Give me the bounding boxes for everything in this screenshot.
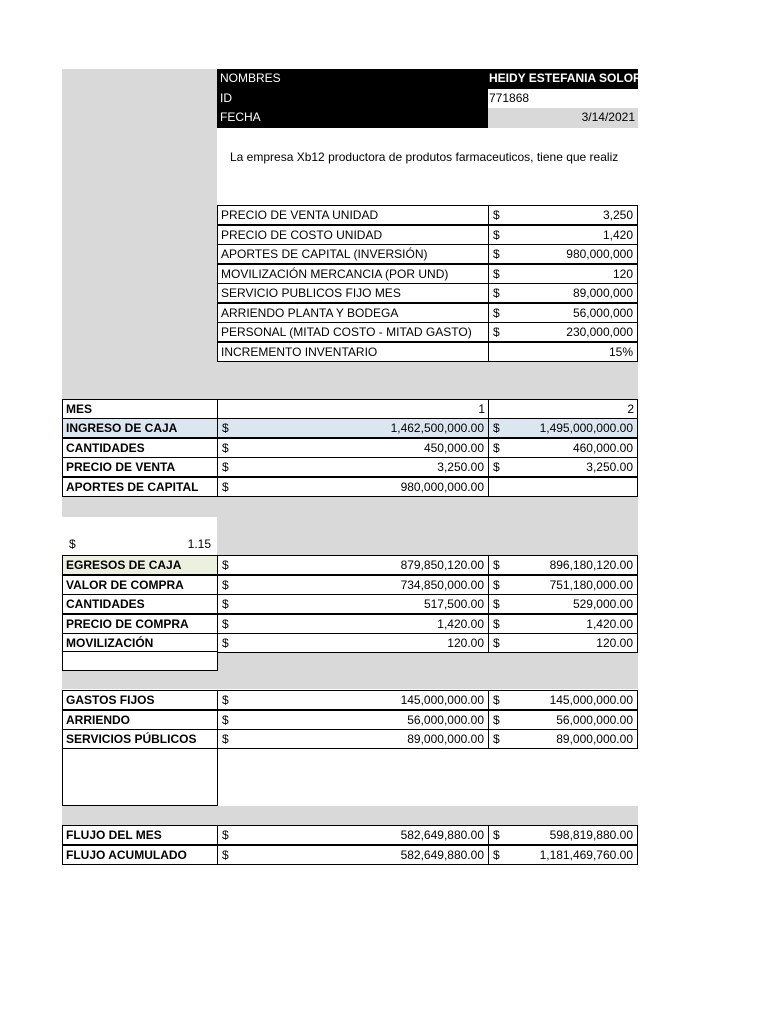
egresos-month-2-value: 896,180,120.00	[549, 558, 633, 572]
gastos-month-1-value: 145,000,000.00	[400, 693, 484, 707]
header-value-nombres: HEIDY ESTEFANIA SOLORZA	[488, 69, 638, 89]
flujo-month-1-cell	[217, 825, 489, 845]
header-label-nombres: NOMBRES	[217, 69, 488, 89]
param-currency: $	[493, 208, 500, 222]
currency-symbol: $	[222, 693, 229, 707]
ingresos-month-2-cell	[488, 477, 638, 497]
param-currency: $	[493, 227, 500, 242]
egresos-month-2-cell	[488, 614, 638, 634]
gray-band-2b	[217, 517, 638, 555]
gastos-month-2-value: 145,000,000.00	[549, 693, 633, 707]
ingresos-month-1-value: 3,250.00	[437, 460, 484, 474]
gastos-month-2-cell	[488, 710, 638, 730]
currency-symbol: $	[493, 847, 500, 862]
currency-symbol: $	[222, 732, 229, 746]
param-value: 56,000,000	[572, 305, 633, 320]
ingresos-month-2-value: 460,000.00	[572, 440, 633, 455]
currency-symbol: $	[222, 440, 229, 455]
currency-symbol: $	[493, 636, 500, 650]
egresos-month-1-value: 734,850,000.00	[400, 577, 484, 592]
currency-symbol: $	[493, 712, 500, 727]
egresos-month-2-value: 120.00	[596, 636, 633, 650]
header-value-id: 771868	[489, 91, 530, 105]
egresos-row-label: VALOR DE COMPRA	[62, 575, 218, 595]
ingresos-month-2-value: 3,250.00	[586, 460, 633, 474]
param-label: SERVICIO PUBLICOS FIJO MES	[217, 283, 489, 303]
param-money-cell	[488, 283, 638, 303]
gastos-month-2-cell	[488, 729, 638, 749]
ingresos-month-2-cell	[488, 457, 638, 477]
ingresos-month-1-value: 1,462,500,000.00	[390, 421, 484, 435]
currency-symbol: $	[222, 421, 229, 435]
factor-symbol: $	[69, 537, 76, 551]
param-money-cell	[488, 225, 638, 245]
currency-symbol: $	[222, 712, 229, 727]
egresos-month-2-value: 529,000.00	[572, 597, 633, 611]
ingresos-month-2-cell	[488, 418, 638, 438]
param-value: 1,420	[602, 227, 633, 242]
currency-symbol: $	[222, 597, 229, 611]
currency-symbol: $	[493, 693, 500, 707]
param-value: 120	[612, 266, 633, 281]
gastos-month-1-value: 56,000,000.00	[407, 712, 484, 727]
gastos-month-2-value: 89,000,000.00	[556, 732, 633, 746]
egresos-row-label: CANTIDADES	[62, 594, 218, 614]
gastos-row-label: ARRIENDO	[62, 710, 218, 730]
flujo-month-1-value: 582,649,880.00	[400, 828, 484, 842]
param-value: 230,000,000	[566, 325, 633, 339]
flujo-row-label: FLUJO DEL MES	[62, 825, 218, 845]
mes-label: MES	[62, 399, 218, 419]
param-currency: $	[493, 247, 500, 261]
currency-symbol: $	[222, 460, 229, 474]
currency-symbol: $	[493, 616, 500, 631]
currency-symbol: $	[222, 616, 229, 631]
gastos-month-2-cell	[488, 690, 638, 710]
currency-symbol: $	[493, 597, 500, 611]
ingresos-month-1-value: 450,000.00	[423, 440, 484, 455]
ingresos-month-2-cell	[488, 438, 638, 458]
param-money-cell	[488, 322, 638, 342]
gastos-row-label: GASTOS FIJOS	[62, 690, 218, 710]
flujo-month-2-cell	[488, 845, 638, 865]
currency-symbol: $	[493, 558, 500, 572]
currency-symbol: $	[493, 440, 500, 455]
left-gray-panel	[62, 69, 217, 399]
header-value-fecha: 3/14/2021	[581, 110, 635, 124]
intro-text: La empresa Xb12 productora de produtos farmaceuticos, tiene que realiz	[230, 150, 619, 164]
egresos-row-label: PRECIO DE COMPRA	[62, 614, 218, 634]
ingresos-month-2-value: 1,495,000,000.00	[539, 421, 633, 435]
flujo-row-label: FLUJO ACUMULADO	[62, 845, 218, 865]
flujo-month-2-value: 598,819,880.00	[549, 828, 633, 842]
param-money-cell	[488, 264, 638, 284]
param-money-cell	[488, 303, 638, 323]
egresos-month-1-cell	[217, 614, 489, 634]
egresos-month-1-cell	[217, 575, 489, 595]
ingresos-month-1-value: 980,000,000.00	[400, 479, 484, 494]
param-currency: $	[493, 286, 500, 300]
egresos-month-2-value: 1,420.00	[586, 616, 633, 631]
header-label-id: ID	[217, 89, 488, 109]
param-value: 89,000,000	[572, 286, 633, 300]
gastos-empty-block	[62, 748, 218, 806]
egresos-month-1-cell	[217, 594, 489, 614]
gray-band-3b	[62, 670, 217, 689]
param-currency: $	[493, 305, 500, 320]
flujo-month-2-cell	[488, 825, 638, 845]
param-money-cell	[488, 244, 638, 264]
flujo-month-2-value: 1,181,469,760.00	[539, 847, 633, 862]
param-currency: $	[493, 266, 500, 281]
egresos-month-1-value: 517,500.00	[423, 597, 484, 611]
gastos-month-2-value: 56,000,000.00	[556, 712, 633, 727]
ingresos-row-label: CANTIDADES	[62, 438, 218, 458]
ingresos-row-label: PRECIO DE VENTA	[62, 457, 218, 477]
gray-band-3	[217, 651, 638, 689]
flujo-month-1-value: 582,649,880.00	[400, 847, 484, 862]
gastos-row-label: SERVICIOS PÚBLICOS	[62, 729, 218, 749]
gray-band-1	[62, 361, 638, 399]
egresos-month-1-cell	[217, 633, 489, 653]
flujo-month-1-cell	[217, 845, 489, 865]
egresos-month-1-value: 1,420.00	[437, 616, 484, 631]
ingresos-month-1-cell	[217, 438, 489, 458]
currency-symbol: $	[222, 577, 229, 592]
currency-symbol: $	[222, 847, 229, 862]
currency-symbol: $	[493, 577, 500, 592]
egresos-month-2-cell	[488, 555, 638, 575]
mes-2: 2	[488, 399, 638, 419]
egresos-month-2-value: 751,180,000.00	[549, 577, 633, 592]
gastos-month-1-cell	[217, 710, 489, 730]
gray-band-2	[62, 497, 638, 517]
currency-symbol: $	[493, 732, 500, 746]
gastos-month-1-cell	[217, 690, 489, 710]
currency-symbol: $	[222, 479, 229, 494]
ingresos-row-label: INGRESO DE CAJA	[62, 418, 218, 438]
param-label: INCREMENTO INVENTARIO	[217, 342, 489, 362]
param-label: APORTES DE CAPITAL (INVERSIÓN)	[217, 244, 489, 264]
currency-symbol: $	[222, 636, 229, 650]
param-value: 3,250	[602, 208, 633, 222]
egresos-row-label: MOVILIZACIÓN	[62, 633, 218, 653]
mes-1: 1	[217, 399, 489, 419]
egresos-month-1-cell	[217, 555, 489, 575]
gray-band-4	[62, 806, 638, 825]
currency-symbol: $	[222, 828, 229, 842]
currency-symbol: $	[493, 421, 500, 435]
gastos-month-1-value: 89,000,000.00	[407, 732, 484, 746]
currency-symbol: $	[222, 558, 229, 572]
egresos-empty-cell	[62, 651, 218, 671]
currency-symbol: $	[493, 828, 500, 842]
param-label: PRECIO DE COSTO UNIDAD	[217, 225, 489, 245]
param-money-cell	[488, 342, 638, 362]
egresos-month-2-cell	[488, 633, 638, 653]
param-label: ARRIENDO PLANTA Y BODEGA	[217, 303, 489, 323]
param-currency: $	[493, 325, 500, 339]
param-label: PERSONAL (MITAD COSTO - MITAD GASTO)	[217, 322, 489, 342]
egresos-month-2-cell	[488, 575, 638, 595]
param-money-cell	[488, 205, 638, 225]
currency-symbol: $	[493, 460, 500, 474]
header-label-fecha: FECHA	[217, 108, 488, 128]
ingresos-month-1-cell	[217, 418, 489, 438]
param-label: MOVILIZACIÓN MERCANCIA (POR UND)	[217, 264, 489, 284]
ingresos-month-1-cell	[217, 477, 489, 497]
param-value: 15%	[608, 344, 633, 359]
ingresos-month-1-cell	[217, 457, 489, 477]
factor-value: 1.15	[187, 537, 211, 551]
egresos-month-1-value: 879,850,120.00	[400, 558, 484, 572]
param-value: 980,000,000	[566, 247, 633, 261]
ingresos-row-label: APORTES DE CAPITAL	[62, 477, 218, 497]
egresos-month-1-value: 120.00	[447, 636, 484, 650]
egresos-month-2-cell	[488, 594, 638, 614]
gastos-month-1-cell	[217, 729, 489, 749]
param-label: PRECIO DE VENTA UNIDAD	[217, 205, 489, 225]
egresos-row-label: EGRESOS DE CAJA	[62, 555, 218, 575]
